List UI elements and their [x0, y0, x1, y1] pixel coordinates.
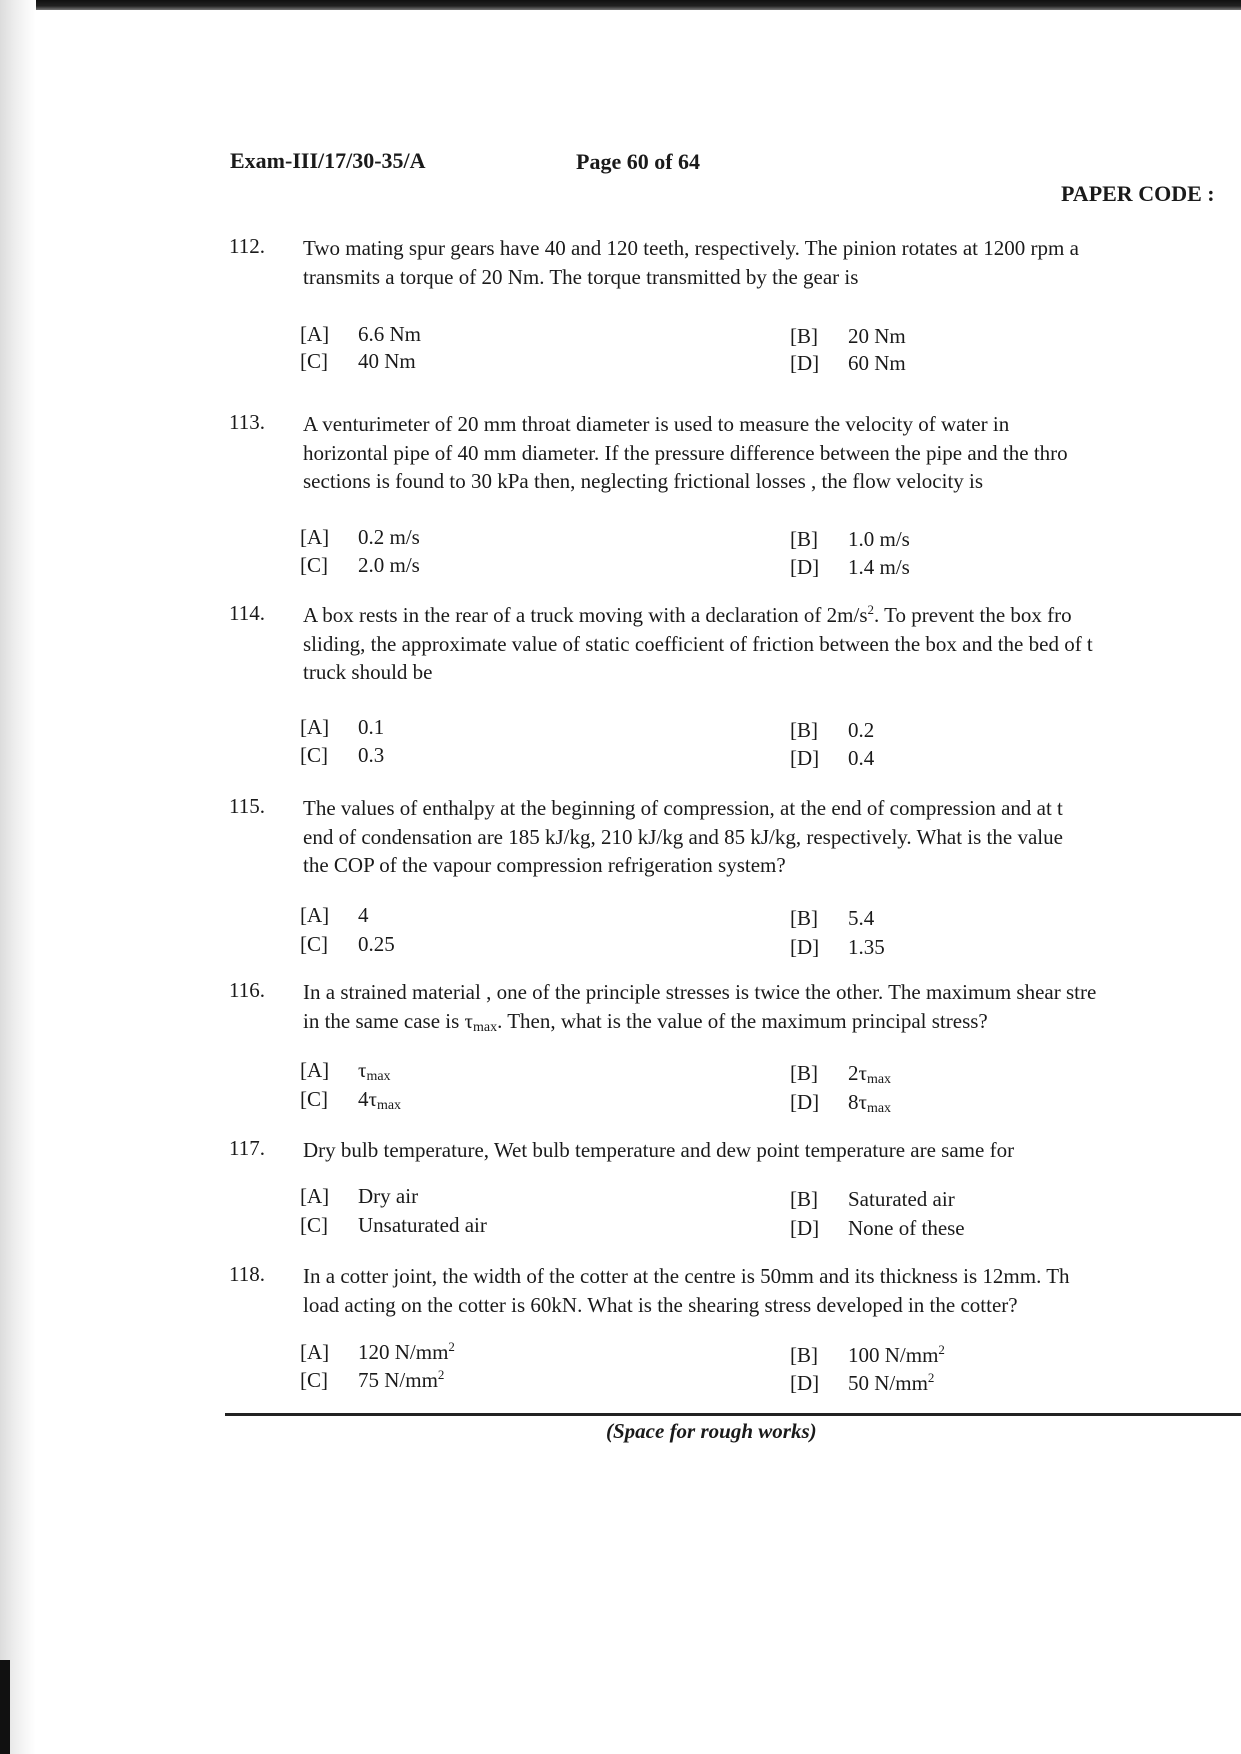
option-text: None of these [848, 1216, 965, 1240]
option-letter: [C] [300, 1087, 328, 1111]
question-number: 114. [229, 601, 265, 625]
option-c[interactable] [300, 1366, 444, 1394]
question-text [303, 794, 1241, 880]
question-text [303, 1136, 1241, 1165]
option-letter: [D] [790, 1216, 820, 1240]
option-letter: [C] [300, 743, 328, 767]
footer-divider [225, 1413, 1241, 1416]
question-text [303, 410, 1241, 496]
option-a[interactable] [300, 523, 420, 551]
option-letter: [A] [300, 525, 330, 549]
superscript: 2 [938, 1342, 945, 1357]
question-line: In a strained material , one of the principle stresses is twice the other. The maximum shear stre [303, 980, 1097, 1004]
question-line: load acting on the cotter is 60kN. What is the shearing stress developed in the cotter? [303, 1292, 1018, 1317]
superscript: 2 [437, 1367, 445, 1382]
option-text: 20 Nm [848, 324, 906, 348]
option-letter: [D] [790, 351, 820, 375]
scan-left-shadow [0, 0, 36, 1754]
question-text [303, 601, 1241, 687]
option-letter: [C] [300, 349, 328, 373]
option-text: Dry air [358, 1184, 419, 1208]
option-text: 1.4 m/s [848, 555, 910, 579]
question-line: sliding, the approximate value of static coefficient of friction between the box and the bed of t [303, 631, 1093, 656]
option-letter: [B] [790, 718, 818, 742]
option-text: τ [358, 1058, 367, 1082]
option-text: 0.2 m/s [358, 525, 420, 549]
option-c[interactable] [300, 741, 384, 769]
option-letter: [A] [300, 1340, 330, 1364]
option-letter: [D] [790, 935, 820, 959]
question-line: the COP of the vapour compression refrigeration system? [303, 853, 786, 877]
option-b[interactable] [790, 525, 910, 553]
option-b[interactable] [790, 1059, 891, 1087]
option-letter: [B] [790, 1343, 818, 1367]
option-text: 60 Nm [848, 351, 906, 375]
option-letter: [B] [790, 906, 818, 930]
question-line: A venturimeter of 20 mm throat diameter is used to measure the velocity of water in [303, 412, 1010, 436]
option-d[interactable] [790, 349, 906, 377]
option-c[interactable] [300, 347, 416, 375]
option-letter: [A] [300, 322, 330, 346]
subscript: max [866, 1101, 892, 1116]
question-text [303, 978, 1241, 1035]
page-number: Page 60 of 64 [576, 149, 701, 174]
question-line: The values of enthalpy at the beginning of compression, at the end of compression and at t [303, 796, 1063, 820]
option-b[interactable] [790, 904, 874, 932]
option-text: 2.0 m/s [358, 553, 420, 577]
option-letter: [A] [300, 715, 330, 739]
option-d[interactable] [790, 553, 910, 581]
rough-work-caption: (Space for rough works) [606, 1419, 817, 1443]
option-letter: [C] [300, 1368, 328, 1392]
option-letter: [B] [790, 1061, 818, 1085]
question-line-part: in the same case is τ [303, 1008, 473, 1033]
option-d[interactable] [790, 1214, 965, 1242]
option-text: 4τ [358, 1087, 377, 1111]
option-d[interactable] [790, 1369, 934, 1397]
option-text: 4 [358, 903, 369, 927]
option-letter: [C] [300, 932, 328, 956]
question-line-part: A box rests in the rear of a truck moving with a declaration of 2m/s [303, 603, 868, 627]
option-text: 2τ [848, 1061, 867, 1085]
option-text: 40 Nm [358, 349, 416, 373]
option-b[interactable] [790, 1341, 945, 1369]
option-c[interactable] [300, 1211, 487, 1239]
question-number: 117. [229, 1136, 265, 1160]
question-number: 116. [229, 978, 265, 1002]
option-d[interactable] [790, 1088, 891, 1116]
question-line: end of condensation are 185 kJ/kg, 210 kJ/kg and 85 kJ/kg, respectively. What is the value [303, 824, 1063, 849]
question-text [303, 234, 1241, 291]
question-line: Two mating spur gears have 40 and 120 teeth, respectively. The pinion rotates at 1200 rpm a [303, 236, 1079, 260]
superscript: 2 [927, 1370, 935, 1385]
question-line [303, 1007, 1241, 1036]
option-b[interactable] [790, 1185, 955, 1213]
option-a[interactable] [300, 1338, 455, 1366]
option-c[interactable] [300, 1085, 401, 1113]
option-text: Unsaturated air [358, 1213, 487, 1237]
option-text: 120 N/mm [358, 1340, 449, 1364]
option-d[interactable] [790, 933, 885, 961]
option-text: 6.6 Nm [358, 322, 421, 346]
subscript: max [866, 1072, 892, 1087]
superscript: 2 [448, 1339, 455, 1354]
option-letter: [A] [300, 903, 330, 927]
option-text: 8τ [848, 1090, 867, 1114]
option-c[interactable] [300, 551, 420, 579]
option-a[interactable] [300, 1056, 391, 1084]
option-text: 75 N/mm [358, 1368, 438, 1392]
option-b[interactable] [790, 322, 906, 350]
option-a[interactable] [300, 320, 421, 348]
option-text: 50 N/mm [848, 1371, 928, 1395]
exam-code: Exam-III/17/30-35/A [230, 148, 426, 173]
scan-left-mark [0, 1660, 10, 1754]
option-letter: [D] [790, 555, 820, 579]
subscript: max [376, 1098, 402, 1113]
option-letter: [D] [790, 746, 820, 770]
option-text: 0.4 [848, 746, 875, 770]
option-text: 100 N/mm [848, 1343, 939, 1367]
option-a[interactable] [300, 901, 369, 929]
option-text: 0.2 [848, 718, 875, 742]
option-letter: [B] [790, 527, 818, 551]
question-line: truck should be [303, 660, 433, 684]
question-line [303, 601, 1241, 630]
option-d[interactable] [790, 744, 874, 772]
question-number: 118. [229, 1262, 265, 1286]
superscript: 2 [867, 602, 875, 617]
question-text [303, 1262, 1241, 1319]
option-letter: [A] [300, 1184, 330, 1208]
subscript: max [366, 1069, 391, 1084]
option-letter: [C] [300, 553, 328, 577]
question-line: Dry bulb temperature, Wet bulb temperature and dew point temperature are same for [303, 1138, 1015, 1162]
paper-code-label: PAPER CODE : [1061, 181, 1215, 206]
option-letter: [B] [790, 324, 818, 348]
option-letter: [C] [300, 1213, 328, 1237]
option-a[interactable] [300, 1182, 418, 1210]
option-text: 0.1 [358, 715, 385, 739]
option-letter: [D] [790, 1371, 820, 1395]
question-line: sections is found to 30 kPa then, neglecting frictional losses , the flow velocity is [303, 469, 984, 493]
question-line: horizontal pipe of 40 mm diameter. If the pressure difference between the pipe and the thro [303, 440, 1068, 465]
question-line-part: . To prevent the box fro [874, 603, 1072, 627]
option-text: 1.35 [848, 935, 885, 959]
scan-top-edge [0, 0, 1241, 10]
option-a[interactable] [300, 713, 384, 741]
option-letter: [B] [790, 1187, 818, 1211]
option-text: 0.3 [358, 743, 385, 767]
option-letter: [A] [300, 1058, 330, 1082]
option-b[interactable] [790, 716, 874, 744]
question-line-part: . Then, what is the value of the maximum principal stress? [497, 1008, 988, 1033]
subscript: max [472, 1019, 498, 1035]
option-text: 1.0 m/s [848, 527, 910, 551]
question-number: 113. [229, 410, 265, 434]
option-text: 5.4 [848, 906, 875, 930]
question-line: In a cotter joint, the width of the cotter at the centre is 50mm and its thickness is 12mm. Th [303, 1264, 1070, 1288]
question-number: 115. [229, 794, 265, 818]
question-number: 112. [229, 234, 265, 258]
option-text: Saturated air [848, 1187, 955, 1211]
option-text: 0.25 [358, 932, 395, 956]
option-c[interactable] [300, 930, 395, 958]
question-line: transmits a torque of 20 Nm. The torque transmitted by the gear is [303, 264, 859, 289]
option-letter: [D] [790, 1090, 820, 1114]
